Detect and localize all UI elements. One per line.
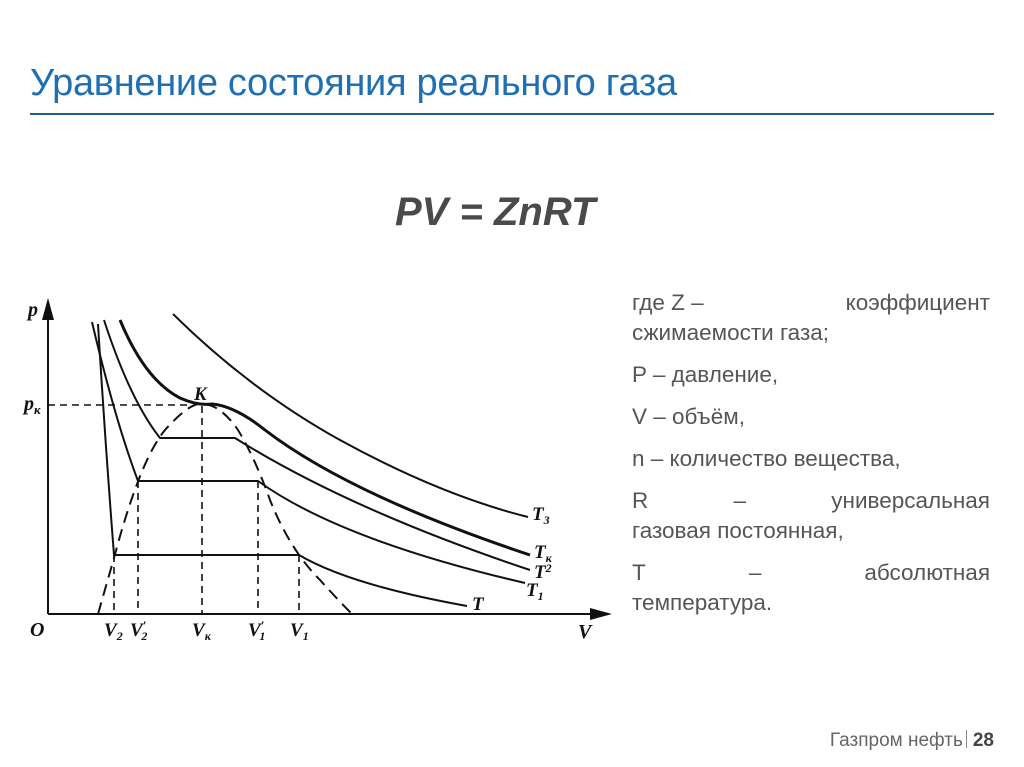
isotherm-label-t: T — [472, 594, 484, 615]
definition-v: V – объём, — [632, 404, 745, 429]
slide-footer — [830, 730, 994, 752]
origin-label: O — [30, 619, 45, 641]
definition-n: n – количество вещества, — [632, 446, 901, 471]
tick-v1-prime: V′ 1 — [248, 618, 266, 643]
tick-vk: $V_к$ — [192, 620, 211, 643]
y-axis-label: p — [28, 299, 38, 321]
critical-point-label: K — [194, 384, 207, 405]
variable-definitions — [632, 288, 990, 630]
isotherm-label-t1: $T_1$ — [526, 580, 544, 603]
isotherm-label-tk: $T_к$ — [534, 542, 552, 565]
critical-pressure-label: $p_к$ — [24, 393, 41, 417]
x-axis-arrow-icon — [590, 608, 612, 620]
slide-title: Уравнение состояния реального газа — [30, 62, 677, 104]
pv-isotherm-diagram — [20, 280, 620, 650]
isotherm-label-t3: $T_3$ — [532, 504, 550, 527]
company-name: Газпром нефть — [829, 730, 963, 751]
title-divider — [30, 113, 994, 115]
x-axis-label: V — [578, 621, 592, 643]
definition-p: P – давление, — [632, 362, 779, 387]
tick-v2-prime: V′ 2 — [130, 618, 148, 643]
formula: PV = ZnRT — [395, 190, 596, 234]
page-number: 28 — [972, 730, 994, 751]
isotherm-label-t2: $T^2$ — [534, 561, 552, 583]
isotherm-curves — [92, 314, 530, 606]
dashed-guides — [48, 405, 299, 614]
saturation-dome — [98, 404, 352, 614]
tick-v1: $V_1$ — [290, 620, 309, 643]
isotherm-labels — [472, 504, 553, 615]
definition-t: T – абсолютная температура. — [632, 560, 990, 615]
volume-tick-labels — [104, 618, 309, 643]
footer-separator — [966, 730, 967, 748]
definition-z: где Z – коэффициент сжимаемости газа; — [632, 290, 990, 345]
y-axis-arrow-icon — [42, 298, 54, 320]
definition-r: R – универсальная газовая постоянная, — [632, 488, 990, 543]
tick-v2: $V_2$ — [104, 620, 123, 643]
